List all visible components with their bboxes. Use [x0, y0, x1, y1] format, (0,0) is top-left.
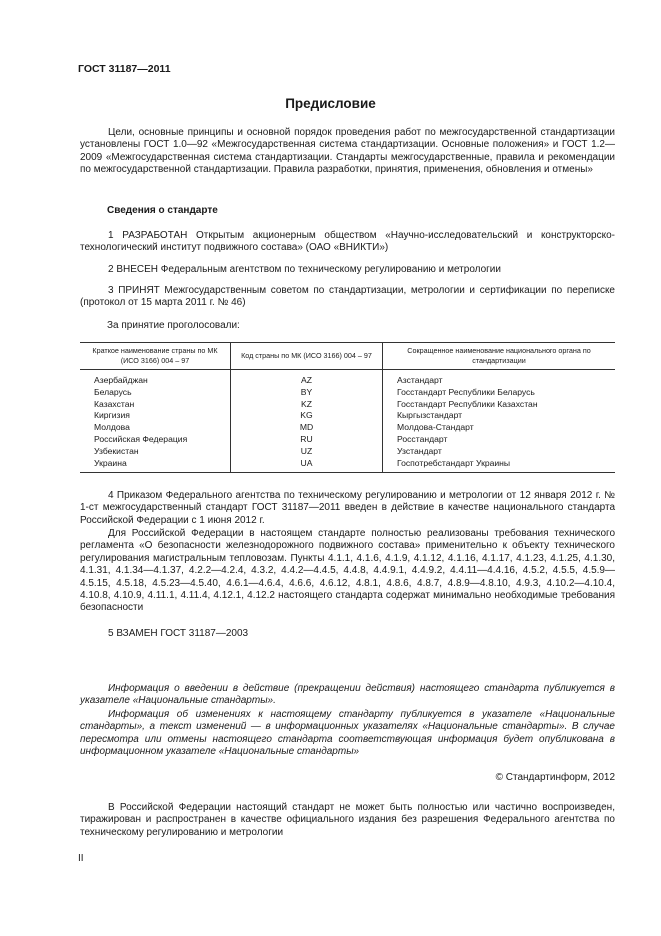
table-header-row — [80, 343, 615, 370]
code-cell: BY — [231, 387, 383, 399]
table-row — [80, 434, 615, 446]
country-cell: Киргизия — [94, 410, 130, 421]
item-order: 4 Приказом Федерального агентства по техническому регулированию и метрологии от 12 января 2012 г. № 1-ст межгосударственный стандарт ГОСТ 31187—2011 введен в действие в качестве национального стандарта Российской Федерации с 1 июня 2012 г. — [80, 490, 615, 526]
code-cell: UZ — [231, 446, 383, 458]
table-row — [80, 410, 615, 422]
body-cell: Азстандарт — [383, 370, 616, 387]
notice-paragraph-1: Информация о введении в действие (прекращении действия) настоящего стандарта публикуется в указателе «Национальные стандарты». — [80, 683, 615, 707]
table-row — [80, 446, 615, 458]
vote-table — [80, 342, 615, 473]
page-title: Предисловие — [285, 96, 376, 111]
body-cell: Молдова-Стандарт — [383, 422, 616, 434]
column-header-code: Код страны по МК (ИСО 3166) 004 – 97 — [231, 343, 383, 370]
item-developed: 1 РАЗРАБОТАН Открытым акционерным обществом «Научно-исследовательский и конструкторско-технологический институт подвижного состава» (ОАО «ВНИКТИ») — [80, 230, 615, 254]
body-cell: Росстандарт — [383, 434, 616, 446]
rights-paragraph: В Российской Федерации настоящий стандарт не может быть полностью или частично воспроизведен, тиражирован и распространен в качестве официального издания без разрешения Федерального агентства по техническому регулированию и метрологии — [80, 802, 615, 838]
column-header-country: Краткое наименование страны по МК (ИСО 3166) 004 – 97 — [80, 343, 231, 370]
code-cell: AZ — [231, 370, 383, 387]
country-cell: Казахстан — [94, 398, 135, 409]
table-row — [80, 370, 615, 387]
info-heading: Сведения о стандарте — [107, 205, 218, 216]
body-cell: Узстандарт — [383, 446, 616, 458]
intro-paragraph: Цели, основные принципы и основной порядок проведения работ по межгосударственной стандартизации установлены ГОСТ 1.0—92 «Межгосударственная система стандартизации. Основные положения» и ГОСТ 1.2—2009 «Межгосударственная система стандартизации. Стандарты межгосударственные, правила и рекомендации по межгосударственной стандартизации. Правила разработки, принятия, применения, обновления и отмены» — [80, 127, 615, 176]
body-cell: Госстандарт Республики Казахстан — [383, 399, 616, 411]
notice-paragraph-2: Информация об изменениях к настоящему стандарту публикуется в указателе «Национальные стандарты», а текст изменений — в информационных указателях «Национальные стандарты». В случае пересмотра или отмены настоящего стандарта соответствующая информация будет опубликована в информационном указателе «Национальные стандарты» — [80, 709, 615, 758]
code-cell: KG — [231, 410, 383, 422]
body-cell: Госстандарт Республики Беларусь — [383, 387, 616, 399]
table-row — [80, 387, 615, 399]
country-cell: Российская Федерация — [94, 433, 188, 444]
copyright: © Стандартинформ, 2012 — [495, 772, 615, 783]
document-header: ГОСТ 31187—2011 — [78, 63, 171, 75]
body-cell: Госпотребстандарт Украины — [383, 458, 616, 473]
code-cell: KZ — [231, 399, 383, 411]
item-adopted: 3 ПРИНЯТ Межгосударственным советом по стандартизации, метрологии и сертификации по переписке (протокол от 15 марта 2011 г. № 46) — [80, 285, 615, 309]
code-cell: UA — [231, 458, 383, 473]
code-cell: RU — [231, 434, 383, 446]
body-cell: Кыргызстандарт — [383, 410, 616, 422]
column-header-body: Сокращенное наименование национального органа по стандартизации — [383, 343, 616, 370]
country-cell: Узбекистан — [94, 445, 139, 456]
table-row — [80, 399, 615, 411]
code-cell: MD — [231, 422, 383, 434]
country-cell: Украина — [80, 458, 231, 473]
item-replaces: 5 ВЗАМЕН ГОСТ 31187—2003 — [108, 628, 249, 639]
item-introduced: 2 ВНЕСЕН Федеральным агентством по техническому регулированию и метрологии — [108, 264, 501, 275]
table-row — [80, 458, 615, 473]
order-detail: Для Российской Федерации в настоящем стандарте полностью реализованы требования технического регламента «О безопасности железнодорожного подвижного состава» применительно к объекту технического регулирования магистральным тепловозам. Пункты 4.1.1, 4.1.6, 4.1.9, 4.1.12, 4.1.16, 4.1.17, 4.1.23, 4.1.25, 4.1.30, 4.1.31, 4.1.34—4.1.37, 4.2.2—4.2.4, 4.3.2, 4.4.2—4.4.5, 4.4.8, 4.4.9.1, 4.4.9.2, 4.4.11—4.4.16, 4.5.2, 4.5.5, 4.5.9—4.5.15, 4.5.18, 4.5.23—4.5.40, 4.6.1—4.6.4, 4.6.6, 4.6.12, 4.8.1, 4.8.6, 4.8.7, 4.8.9—4.8.10, 4.9.3, 4.10.2—4.10.4, 4.10.8, 4.10.9, 4.11.1, 4.11.4, 4.12.1, 4.12.2 настоящего стандарта содержат минимально необходимые требования безопасности — [80, 528, 615, 614]
country-cell: Азербайджан — [94, 375, 148, 385]
country-cell: Беларусь — [94, 386, 132, 397]
page-number: II — [78, 853, 84, 864]
country-cell: Молдова — [94, 422, 130, 433]
table-row — [80, 422, 615, 434]
voted-label: За принятие проголосовали: — [107, 320, 240, 331]
